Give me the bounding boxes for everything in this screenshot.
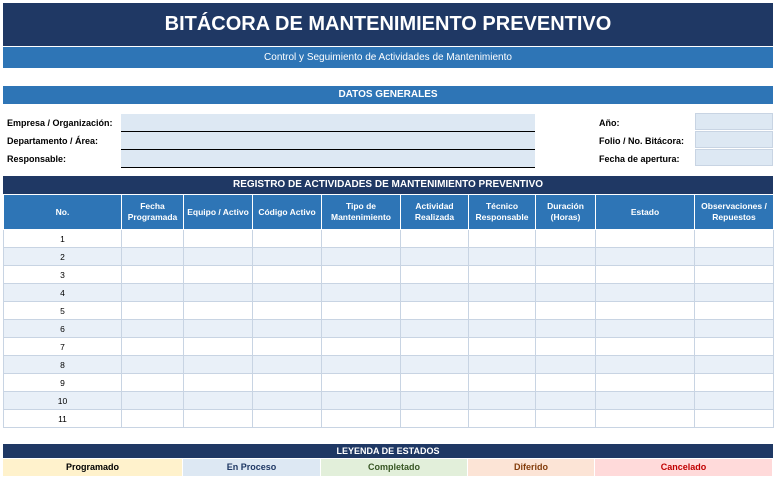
table-cell[interactable] <box>695 374 774 392</box>
legend-section-header: LEYENDA DE ESTADOS <box>3 444 773 458</box>
table-cell[interactable] <box>253 230 322 248</box>
table-cell[interactable] <box>695 392 774 410</box>
column-header: Tipo de Mantenimiento <box>322 195 401 230</box>
column-header: Código Activo <box>253 195 322 230</box>
open-date-label: Fecha de apertura: <box>599 154 680 164</box>
table-cell[interactable] <box>536 248 596 266</box>
table-cell[interactable] <box>695 248 774 266</box>
company-label: Empresa / Organización: <box>7 118 113 128</box>
table-cell[interactable] <box>122 266 184 284</box>
table-row <box>4 284 774 302</box>
year-label: Año: <box>599 118 620 128</box>
table-cell[interactable] <box>184 374 253 392</box>
table-cell[interactable] <box>122 410 184 428</box>
table-cell[interactable] <box>184 392 253 410</box>
table-header-row <box>4 195 774 230</box>
table-row <box>4 374 774 392</box>
table-cell[interactable] <box>184 410 253 428</box>
table-cell[interactable] <box>596 338 695 356</box>
table-cell[interactable] <box>122 230 184 248</box>
table-cell[interactable] <box>184 338 253 356</box>
table-cell[interactable] <box>536 410 596 428</box>
responsible-field[interactable] <box>121 150 535 168</box>
row-number-cell: 4 <box>4 284 122 302</box>
table-cell[interactable] <box>253 266 322 284</box>
table-cell[interactable] <box>401 284 469 302</box>
legend-item-2: Completado <box>321 459 468 476</box>
row-number-cell: 7 <box>4 338 122 356</box>
table-cell[interactable] <box>596 410 695 428</box>
table-cell[interactable] <box>536 302 596 320</box>
table-cell[interactable] <box>469 248 536 266</box>
row-number-cell: 6 <box>4 320 122 338</box>
department-label: Departamento / Área: <box>7 136 99 146</box>
table-cell[interactable] <box>401 248 469 266</box>
table-cell[interactable] <box>536 338 596 356</box>
column-header: Observaciones / Repuestos <box>695 195 774 230</box>
column-header: Fecha Programada <box>122 195 184 230</box>
table-cell[interactable] <box>695 230 774 248</box>
table-cell[interactable] <box>184 302 253 320</box>
table-cell[interactable] <box>322 374 401 392</box>
table-cell[interactable] <box>536 392 596 410</box>
table-cell[interactable] <box>401 230 469 248</box>
table-cell[interactable] <box>401 338 469 356</box>
table-cell[interactable] <box>322 320 401 338</box>
table-row <box>4 356 774 374</box>
table-cell[interactable] <box>253 392 322 410</box>
row-number-cell: 5 <box>4 302 122 320</box>
table-cell[interactable] <box>253 302 322 320</box>
table-cell[interactable] <box>401 392 469 410</box>
table-cell[interactable] <box>469 230 536 248</box>
table-cell[interactable] <box>322 410 401 428</box>
table-cell[interactable] <box>536 320 596 338</box>
table-cell[interactable] <box>469 320 536 338</box>
column-header: Técnico Responsable <box>469 195 536 230</box>
table-row <box>4 230 774 248</box>
table-cell[interactable] <box>122 248 184 266</box>
open-date-field[interactable] <box>695 149 773 166</box>
table-cell[interactable] <box>253 338 322 356</box>
table-cell[interactable] <box>122 284 184 302</box>
table-cell[interactable] <box>401 320 469 338</box>
table-cell[interactable] <box>469 302 536 320</box>
table-cell[interactable] <box>253 374 322 392</box>
table-cell[interactable] <box>184 248 253 266</box>
column-header: Estado <box>596 195 695 230</box>
column-header: Duración (Horas) <box>536 195 596 230</box>
table-row <box>4 338 774 356</box>
table-cell[interactable] <box>122 392 184 410</box>
table-cell[interactable] <box>401 356 469 374</box>
table-cell[interactable] <box>596 392 695 410</box>
table-cell[interactable] <box>122 356 184 374</box>
table-cell[interactable] <box>253 410 322 428</box>
table-cell[interactable] <box>122 374 184 392</box>
table-cell[interactable] <box>469 410 536 428</box>
department-field[interactable] <box>121 132 535 150</box>
table-cell[interactable] <box>184 266 253 284</box>
folio-field[interactable] <box>695 131 773 148</box>
table-cell[interactable] <box>401 302 469 320</box>
table-row <box>4 248 774 266</box>
table-cell[interactable] <box>596 248 695 266</box>
status-legend <box>3 459 773 476</box>
legend-item-1: En Proceso <box>183 459 321 476</box>
table-cell[interactable] <box>596 356 695 374</box>
table-cell[interactable] <box>184 320 253 338</box>
table-cell[interactable] <box>469 284 536 302</box>
table-cell[interactable] <box>695 320 774 338</box>
table-cell[interactable] <box>596 302 695 320</box>
table-cell[interactable] <box>536 230 596 248</box>
column-header: Equipo / Activo <box>184 195 253 230</box>
table-cell[interactable] <box>469 374 536 392</box>
table-row <box>4 302 774 320</box>
row-number-cell: 10 <box>4 392 122 410</box>
table-cell[interactable] <box>469 392 536 410</box>
table-cell[interactable] <box>253 248 322 266</box>
table-cell[interactable] <box>469 338 536 356</box>
table-cell[interactable] <box>253 356 322 374</box>
table-cell[interactable] <box>322 392 401 410</box>
row-number-cell: 2 <box>4 248 122 266</box>
legend-item-0: Programado <box>3 459 183 476</box>
table-cell[interactable] <box>596 320 695 338</box>
table-row <box>4 392 774 410</box>
column-header: Actividad Realizada <box>401 195 469 230</box>
maintenance-register-table <box>3 194 774 428</box>
legend-item-4: Cancelado <box>595 459 773 476</box>
row-number-cell: 1 <box>4 230 122 248</box>
folio-label: Folio / No. Bitácora: <box>599 136 685 146</box>
table-cell[interactable] <box>695 410 774 428</box>
table-cell[interactable] <box>695 302 774 320</box>
table-cell[interactable] <box>695 284 774 302</box>
row-number-cell: 3 <box>4 266 122 284</box>
table-cell[interactable] <box>596 374 695 392</box>
table-cell[interactable] <box>122 320 184 338</box>
table-cell[interactable] <box>401 266 469 284</box>
table-cell[interactable] <box>695 338 774 356</box>
page-subtitle: Control y Seguimiento de Actividades de Mantenimiento <box>3 47 773 68</box>
legend-item-3: Diferido <box>468 459 595 476</box>
table-cell[interactable] <box>322 302 401 320</box>
table-cell[interactable] <box>596 266 695 284</box>
row-number-cell: 11 <box>4 410 122 428</box>
table-cell[interactable] <box>122 338 184 356</box>
table-row <box>4 410 774 428</box>
table-cell[interactable] <box>122 302 184 320</box>
table-cell[interactable] <box>596 230 695 248</box>
register-section-header: REGISTRO DE ACTIVIDADES DE MANTENIMIENTO PREVENTIVO <box>3 176 773 194</box>
table-cell[interactable] <box>695 356 774 374</box>
year-field[interactable] <box>695 113 773 130</box>
table-row <box>4 266 774 284</box>
table-cell[interactable] <box>469 356 536 374</box>
table-cell[interactable] <box>401 374 469 392</box>
table-cell[interactable] <box>253 320 322 338</box>
table-cell[interactable] <box>469 266 536 284</box>
table-cell[interactable] <box>536 374 596 392</box>
table-cell[interactable] <box>596 284 695 302</box>
page-title: BITÁCORA DE MANTENIMIENTO PREVENTIVO <box>3 3 773 46</box>
table-cell[interactable] <box>322 356 401 374</box>
table-cell[interactable] <box>536 284 596 302</box>
table-cell[interactable] <box>322 230 401 248</box>
table-cell[interactable] <box>322 266 401 284</box>
table-cell[interactable] <box>322 338 401 356</box>
table-cell[interactable] <box>184 356 253 374</box>
table-row <box>4 320 774 338</box>
table-cell[interactable] <box>536 266 596 284</box>
table-cell[interactable] <box>184 284 253 302</box>
table-cell[interactable] <box>536 356 596 374</box>
table-cell[interactable] <box>401 410 469 428</box>
table-cell[interactable] <box>695 266 774 284</box>
table-cell[interactable] <box>322 248 401 266</box>
row-number-cell: 9 <box>4 374 122 392</box>
table-cell[interactable] <box>253 284 322 302</box>
table-cell[interactable] <box>184 230 253 248</box>
column-header: No. <box>4 195 122 230</box>
responsible-label: Responsable: <box>7 154 67 164</box>
company-field[interactable] <box>121 114 535 132</box>
table-cell[interactable] <box>322 284 401 302</box>
general-section-header: DATOS GENERALES <box>3 86 773 104</box>
row-number-cell: 8 <box>4 356 122 374</box>
